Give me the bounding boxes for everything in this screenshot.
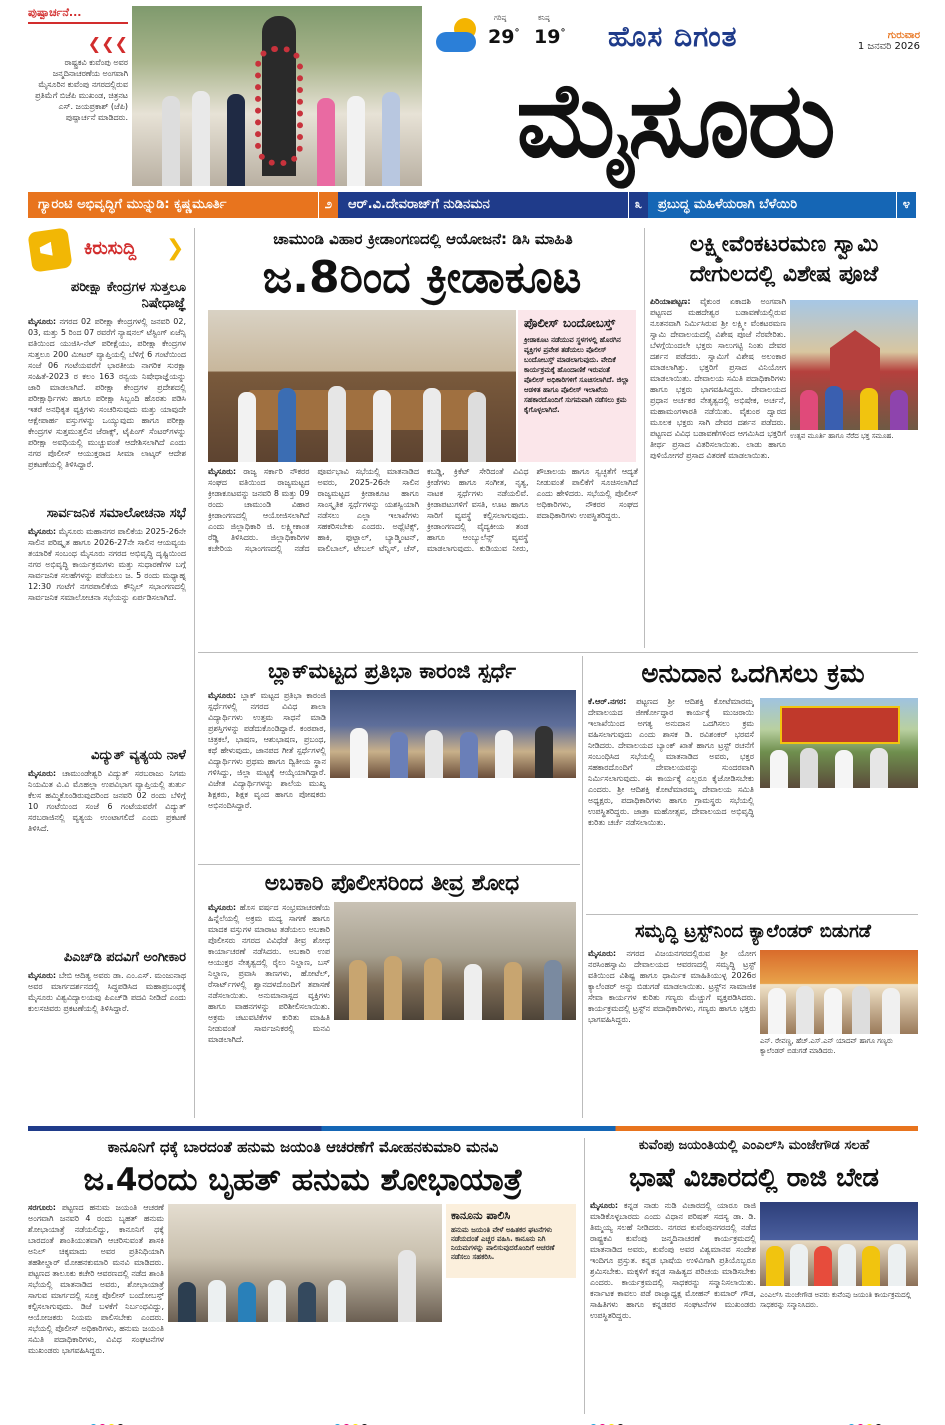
- grant-text-2: [760, 792, 918, 910]
- brief-3: [28, 748, 186, 948]
- brief-1-title: ಪರೀಕ್ಷಾ ಕೇಂದ್ರಗಳ ಸುತ್ತಲೂ ನಿಷೇಧಾಜ್ಞೆ: [70, 280, 186, 311]
- city-masthead: ಮೈಸೂರು: [516, 59, 834, 181]
- chevron-icon: ❮❮❮: [87, 34, 128, 53]
- hanuma-headline: ಜ.4ರಂದು ಬೃಹತ್ ಹನುಮ ಶೋಭಾಯಾತ್ರೆ: [83, 1162, 523, 1198]
- grant-photo: [760, 698, 918, 788]
- strip-item-3[interactable]: ಪ್ರಬುದ್ಧ ಮಹಿಳೆಯರಾಗಿ ಬೆಳೆಯಿರಿ ೪: [648, 192, 916, 218]
- brand-logo: ಹೊಸ ದಿಗಂತ: [608, 20, 738, 53]
- calendar-text: ಮೈಸೂರು: ನಗರದ ವಿಜಯನಗರದಲ್ಲಿರುವ ಶ್ರೀ ಯೋಗ ನರಸಿಂಹಸ್ವಾಮಿ ದೇವಾಲಯದ ಆವರಣದಲ್ಲಿ ಸಮೃದ್ಧಿ ಟ್ರಸ್ಟ್ ವತಿಯಿಂದ ವಿಶಿಷ್ಟ ಹಾಗೂ ಧಾರ್ಮಿಕ ಮಾಹಿತಿಯುಳ್ಳ 2026ರ ಕ್ಯಾಲೆಂಡರ್ ಅನ್ನು ಬಿಡುಗಡೆ ಮಾಡಲಾಯಿತು. ಟ್ರಸ್ಟ್‌ನ ಸಾಮಾಜಿಕ ಸೇವಾ ಕಾರ್ಯಗಳ ಕುರಿತು ಗಣ್ಯರು ಮೆಚ್ಚುಗೆ ವ್ಯಕ್ತಪಡಿಸಿದರು. ಕಾರ್ಯಕ್ರಮದಲ್ಲಿ ಟ್ರಸ್ಟ್‌ನ ಪದಾಧಿಕಾರಿಗಳು, ಗಣ್ಯರು ಹಾಗೂ ಭಕ್ತರು ಭಾಗವಹಿಸಿದ್ದರು.: [588, 949, 756, 1024]
- brief-2-text: ಮೈಸೂರು: ಮೈಸೂರು ಮಹಾನಗರ ಪಾಲಿಕೆಯ 2025-26ನೇ ಸಾಲಿನ ಪರಿಷ್ಕೃತ ಹಾಗೂ 2026-27ನೇ ಸಾಲಿನ ಆಯವ್ಯಯ ತಯಾರಿಕೆ ಸಂಬಂಧ ಮೈಸೂರು ನಗರದ ಅಭಿವೃದ್ಧಿ ದೃಷ್ಟಿಯಿಂದ ನಗರ ಅಭಿವೃದ್ಧಿ ಕಾರ್ಯಕ್ರಮಗಳು ಮತ್ತು ಸುಧಾರಣೆಗಳ ಬಗ್ಗೆ ಸಾರ್ವಜನಿಕ ಸಲಹೆಗಳನ್ನು ಪಡೆಯಲು ಜ. 5 ರಂದು ಮಧ್ಯಾಹ್ನ 12:30 ಗಂಟೆಗೆ ನಗರಪಾಲಿಕೆಯ ಕೌನ್ಸಿಲ್ ಸಭಾಂಗಣದಲ್ಲಿ ಸಾರ್ವಜನಿಕ ಸಮಾಲೋಚನಾ ಸಭೆಯನ್ನು ಏರ್ಪಡಿಸಲಾಗಿದೆ.: [28, 527, 186, 602]
- strip-item-2[interactable]: ಆರ್.ವಿ.ದೇವರಾಜ್‌ಗೆ ನುಡಿನಮನ ೩: [338, 192, 648, 218]
- section-divider: [28, 1126, 918, 1131]
- tribute-caption: [28, 6, 128, 186]
- strip-item-1[interactable]: ಗ್ಯಾರಂಟಿ ಅಭಿವೃದ್ಧಿಗೆ ಮುನ್ನುಡಿ: ಕೃಷ್ಣಮೂರ್ತಿ ೨: [28, 192, 338, 218]
- excise-text-2: [334, 1024, 576, 1118]
- excise-photo: [334, 902, 576, 1020]
- hanuma-text-3: [168, 1326, 442, 1414]
- brief-4: [28, 950, 186, 1118]
- excise-headline: ಅಬಕಾರಿ ಪೊಲೀಸರಿಂದ ತೀವ್ರ ಶೋಧ: [264, 871, 520, 896]
- police-box: [518, 310, 636, 462]
- main-meeting-photo: [208, 310, 516, 462]
- main-headline: ಜ.8ರಿಂದ ಕ್ರೀಡಾಕೂಟ: [262, 252, 582, 303]
- tribute-label: ಪುಷ್ಪಾರ್ಚನೆ...: [28, 6, 128, 24]
- grant-headline: ಅನುದಾನ ಒದಗಿಸಲು ಕ್ರಮ: [641, 659, 865, 689]
- language-text: ಮೈಸೂರು: ಕನ್ನಡ ನಾಡು ನುಡಿ ವಿಚಾರದಲ್ಲಿ ಯಾರೂ ರಾಜಿ ಮಾಡಿಕೊಳ್ಳಬಾರದು ಎಂದು ವಿಧಾನ ಪರಿಷತ್ ಸದಸ್ಯ ಡಾ. ಡಿ. ತಿಮ್ಮಯ್ಯ ಸಲಹೆ ನೀಡಿದರು. ನಗರದ ಕುವೆಂಪುನಗರದಲ್ಲಿ ನಡೆದ ರಾಷ್ಟ್ರಕವಿ ಕುವೆಂಪು ಜನ್ಮದಿನಾಚರಣೆ ಕಾರ್ಯಕ್ರಮದಲ್ಲಿ ಮಾತನಾಡಿದ ಅವರು, ಕುವೆಂಪು ಅವರ ವಿಶ್ವಮಾನವ ಸಂದೇಶ ಇಂದಿಗೂ ಪ್ರಸ್ತುತ. ಕನ್ನಡ ಭಾಷೆಯ ಉಳಿವಿಗಾಗಿ ಪ್ರತಿಯೊಬ್ಬರೂ ಶ್ರಮಿಸಬೇಕು. ಮಕ್ಕಳಿಗೆ ಕನ್ನಡ ಸಾಹಿತ್ಯದ ಪರಿಚಯ ಮಾಡಿಸಬೇಕು ಎಂದರು. ಕಾರ್ಯಕ್ರಮದಲ್ಲಿ ಸಾಧಕರನ್ನು ಸನ್ಮಾನಿಸಲಾಯಿತು. ಕರ್ನಾಟಕ ಕಾವಲು ಪಡೆ ರಾಜ್ಯಾಧ್ಯಕ್ಷ ಮೋಹನ್ ಕುಮಾರ್ ಗೌಡ, ಸಾಹಿತಿಗಳು ಹಾಗೂ ಕನ್ನಡಪರ ಸಂಘಟನೆಗಳ ಮುಖಂಡರು ಉಪಸ್ಥಿತರಿದ್ದರು.: [590, 1201, 756, 1320]
- registration-marks-mid: [334, 1416, 384, 1425]
- temple-text-2: [790, 446, 918, 646]
- hanuma-text: ಸರಗೂರು: ಪಟ್ಟಣದ ಹನುಮ ಜಯಂತಿ ಆಚರಣೆ ಅಂಗವಾಗಿ ಜನವರಿ 4 ರಂದು ಬೃಹತ್ ಹನುಮ ಶೋಭಾಯಾತ್ರೆ ನಡೆಯಲಿದ್ದು, ಕಾನೂನಿಗೆ ಧಕ್ಕೆ ಬಾರದಂತೆ ಶಾಂತಿಯುತವಾಗಿ ಆಚರಿಸುವಂತೆ ಶಾಸಕಿ ಅನಿಲ್ ಚಿಕ್ಕಮಾದು ಅವರ ಪ್ರತಿನಿಧಿಯಾಗಿ ತಹಶೀಲ್ದಾರ್ ಮೋಹನಕುಮಾರಿ ಮನವಿ ಮಾಡಿದರು. ಪಟ್ಟಣದ ತಾಲೂಕು ಕಚೇರಿ ಆವರಣದಲ್ಲಿ ನಡೆದ ಶಾಂತಿ ಸಭೆಯಲ್ಲಿ ಮಾತನಾಡಿದ ಅವರು, ಶೋಭಾಯಾತ್ರೆ ಸಾಗುವ ಮಾರ್ಗದಲ್ಲಿ ಸೂಕ್ತ ಪೊಲೀಸ್ ಬಂದೋಬಸ್ತ್ ಕಲ್ಪಿಸಲಾಗುವುದು. ಡಿಜೆ ಬಳಕೆಗೆ ನಿರ್ಬಂಧವಿದ್ದು, ಆಯೋಜಕರು ನಿಯಮ ಪಾಲಿಸಬೇಕು ಎಂದರು. ಸಭೆಯಲ್ಲಿ ಪೊಲೀಸ್ ಅಧಿಕಾರಿಗಳು, ಹನುಮ ಜಯಂತಿ ಸಮಿತಿ ಪದಾಧಿಕಾರಿಗಳು, ವಿವಿಧ ಸಂಘಟನೆಗಳ ಮುಖಂಡರು ಭಾಗವಹಿಸಿದ್ದರು.: [28, 1203, 164, 1355]
- registration-marks-left: [90, 1416, 140, 1425]
- language-text-2: [760, 1314, 918, 1414]
- megaphone-icon: [28, 228, 73, 273]
- talent-headline: ಬ್ಲಾಕ್‌ಮಟ್ಟದ ಪ್ರತಿಭಾ ಕಾರಂಜಿ ಸ್ಪರ್ಧೆ: [268, 659, 516, 683]
- law-box: [446, 1204, 576, 1278]
- talent-text: ಮೈಸೂರು: ಬ್ಲಾಕ್ ಮಟ್ಟದ ಪ್ರತಿಭಾ ಕಾರಂಜಿ ಸ್ಪರ್ಧೆಗಳಲ್ಲಿ ನಗರದ ವಿವಿಧ ಶಾಲಾ ವಿದ್ಯಾರ್ಥಿಗಳು ಉತ್ತಮ ಸಾಧನೆ ಮಾಡಿ ಪ್ರಶಸ್ತಿಗಳನ್ನು ಪಡೆದುಕೊಂಡಿದ್ದಾರೆ. ಕಂಠಪಾಠ, ಚಿತ್ರಕಲೆ, ಭಾಷಣ, ಆಶುಭಾಷಣ, ಪ್ರಬಂಧ, ಕಥೆ ಹೇಳುವುದು, ಜಾನಪದ ಗೀತೆ ಸ್ಪರ್ಧೆಗಳಲ್ಲಿ ವಿದ್ಯಾರ್ಥಿಗಳು ಪ್ರಥಮ ಹಾಗೂ ದ್ವಿತೀಯ ಸ್ಥಾನ ಗಳಿಸಿದ್ದು, ಜಿಲ್ಲಾ ಮಟ್ಟಕ್ಕೆ ಆಯ್ಕೆಯಾಗಿದ್ದಾರೆ. ವಿಜೇತ ವಿದ್ಯಾರ್ಥಿಗಳನ್ನು ಶಾಲೆಯ ಮುಖ್ಯ ಶಿಕ್ಷಕರು, ಶಿಕ್ಷಕ ವೃಂದ ಹಾಗೂ ಪೋಷಕರು ಅಭಿನಂದಿಸಿದ್ದಾರೆ.: [208, 691, 326, 810]
- issue-day: ಗುರುವಾರ: [887, 30, 920, 41]
- temple-text: ಪಿರಿಯಾಪಟ್ಟಣ: ವೈಕುಂಠ ಏಕಾದಶಿ ಅಂಗವಾಗಿ ಪಟ್ಟಣದ ಮಹದೇಶ್ವರ ಬಡಾವಣೆಯಲ್ಲಿರುವ ನೂತನವಾಗಿ ನಿರ್ಮಿಸಿರುವ ಶ್ರೀ ಲಕ್ಷ್ಮೀ ವೆಂಕಟರಮಣ ಸ್ವಾಮಿ ದೇವಾಲಯದಲ್ಲಿ ವಿಶೇಷ ಪೂಜೆ ನೆರವೇರಿತು. ಬೆಳಗ್ಗೆಯಿಂದಲೇ ಭಕ್ತರು ಸಾಲುಗಟ್ಟಿ ನಿಂತು ದೇವರ ದರ್ಶನ ಪಡೆದರು. ಸ್ವಾಮಿಗೆ ವಿಶೇಷ ಅಲಂಕಾರ ಮಾಡಲಾಗಿತ್ತು. ಭಕ್ತರಿಗೆ ಪ್ರಸಾದ ವಿನಿಯೋಗ ಮಾಡಲಾಯಿತು. ದೇವಾಲಯ ಸಮಿತಿ ಪದಾಧಿಕಾರಿಗಳು ಹಾಗೂ ಭಕ್ತರು ಭಾಗವಹಿಸಿದ್ದರು. ದೇವಾಲಯದ ಪ್ರಧಾನ ಅರ್ಚಕರ ನೇತೃತ್ವದಲ್ಲಿ ಅಭಿಷೇಕ, ಅರ್ಚನೆ, ಮಹಾಮಂಗಳಾರತಿ ನಡೆಯಿತು. ವೈಕುಂಠ ದ್ವಾರದ ಮೂಲಕ ಭಕ್ತರು ಸಾಗಿ ದೇವರ ದರ್ಶನ ಪಡೆದರು. ಪಟ್ಟಣದ ವಿವಿಧ ಬಡಾವಣೆಗಳಿಂದ ಆಗಮಿಸಿದ ಭಕ್ತರಿಗೆ ತೀರ್ಥ ಪ್ರಸಾದ ವಿತರಿಸಲಾಯಿತು. ಲಾಡು ಹಾಗೂ ಪುಳಿಯೋಗರೆ ಪ್ರಸಾದ ವಿತರಣೆ ಮಾಡಲಾಯಿತು.: [650, 297, 786, 460]
- grant-text: ಕೆ.ಆರ್.ನಗರ: ಪಟ್ಟಣದ ಶ್ರೀ ಆದಿಶಕ್ತಿ ಕೋಟೆಮಾರಮ್ಮ ದೇವಾಲಯದ ಜೀರ್ಣೋದ್ಧಾರ ಕಾರ್ಯಕ್ಕೆ ಮುಜರಾಯಿ ಇಲಾಖೆಯಿಂದ ಅಗತ್ಯ ಅನುದಾನ ಒದಗಿಸಲು ಕ್ರಮ ವಹಿಸಲಾಗುವುದು ಎಂದು ಶಾಸಕ ಡಿ. ರವಿಶಂಕರ್ ಭರವಸೆ ನೀಡಿದರು. ದೇವಾಲಯದ ಬ್ಯಾಂಕ್ ಖಾತೆ ಹಾಗೂ ಟ್ರಸ್ಟ್ ರಚನೆಗೆ ಸಂಬಂಧಿಸಿದ ಸಭೆಯಲ್ಲಿ ಮಾತನಾಡಿದ ಅವರು, ಭಕ್ತರ ಸಹಕಾರದೊಂದಿಗೆ ದೇವಾಲಯವನ್ನು ಸುಂದರವಾಗಿ ನಿರ್ಮಿಸಲಾಗುವುದು. ಈ ಕಾರ್ಯಕ್ಕೆ ಎಲ್ಲರೂ ಕೈಜೋಡಿಸಬೇಕು ಎಂದರು. ಶ್ರೀ ಆದಿಶಕ್ತಿ ಕೋಟೆಮಾರಮ್ಮ ದೇವಾಲಯ ಸಮಿತಿ ಅಧ್ಯಕ್ಷರು, ಪದಾಧಿಕಾರಿಗಳು ಹಾಗೂ ಗ್ರಾಮಸ್ಥರು ಸಭೆಯಲ್ಲಿ ಉಪಸ್ಥಿತರಿದ್ದರು. ಜಾತ್ರಾ ಮಹೋತ್ಸವ, ದೇವಾಲಯದ ಅಭಿವೃದ್ಧಿ ಕುರಿತು ಚರ್ಚೆ ನಡೆಸಲಾಯಿತು.: [588, 697, 754, 827]
- main-story-text: ಮೈಸೂರು: ರಾಜ್ಯ ಸರ್ಕಾರಿ ನೌಕರರ ಸಂಘದ ವತಿಯಿಂದ ರಾಜ್ಯಮಟ್ಟದ ಕ್ರೀಡಾಕೂಟವನ್ನು ಜನವರಿ 8 ಮತ್ತು 09 ರಂದು ಚಾಮುಂಡಿ ವಿಹಾರ ಕ್ರೀಡಾಂಗಣದಲ್ಲಿ ಆಯೋಜಿಸಲಾಗಿದೆ ಎಂದು ಜಿಲ್ಲಾಧಿಕಾರಿ ಜಿ. ಲಕ್ಷ್ಮೀಕಾಂತ ರೆಡ್ಡಿ ತಿಳಿಸಿದರು. ಜಿಲ್ಲಾಧಿಕಾರಿಗಳ ಕಚೇರಿಯ ಸಭಾಂಗಣದಲ್ಲಿ ನಡೆದ ಪೂರ್ವಭಾವಿ ಸಭೆಯಲ್ಲಿ ಮಾತನಾಡಿದ ಅವರು, 2025-26ನೇ ಸಾಲಿನ ರಾಜ್ಯಮಟ್ಟದ ಕ್ರೀಡಾಕೂಟ ಹಾಗೂ ಸಾಂಸ್ಕೃತಿಕ ಸ್ಪರ್ಧೆಗಳನ್ನು ಯಶಸ್ವಿಯಾಗಿ ನಡೆಸಲು ಎಲ್ಲಾ ಇಲಾಖೆಗಳು ಸಹಕರಿಸಬೇಕು ಎಂದರು. ಅಥ್ಲೆಟಿಕ್ಸ್, ಹಾಕಿ, ಫುಟ್ಬಾಲ್, ಬ್ಯಾಡ್ಮಿಂಟನ್, ವಾಲಿಬಾಲ್, ಟೇಬಲ್ ಟೆನ್ನಿಸ್, ಚೆಸ್, ಕಬಡ್ಡಿ, ಕ್ರಿಕೆಟ್ ಸೇರಿದಂತೆ ವಿವಿಧ ಕ್ರೀಡೆಗಳು ಹಾಗೂ ಸಂಗೀತ, ನೃತ್ಯ, ನಾಟಕ ಸ್ಪರ್ಧೆಗಳು ನಡೆಯಲಿವೆ. ಕ್ರೀಡಾಪಟುಗಳಿಗೆ ವಸತಿ, ಊಟ ಹಾಗೂ ಸಾರಿಗೆ ವ್ಯವಸ್ಥೆ ಕಲ್ಪಿಸಲಾಗುವುದು. ಕ್ರೀಡಾಂಗಣದಲ್ಲಿ ವೈದ್ಯಕೀಯ ತಂಡ ಹಾಗೂ ಆಂಬ್ಯುಲೆನ್ಸ್ ವ್ಯವಸ್ಥೆ ಮಾಡಲಾಗುವುದು. ಕುಡಿಯುವ ನೀರು, ಶೌಚಾಲಯ ಹಾಗೂ ಸ್ವಚ್ಛತೆಗೆ ಆದ್ಯತೆ ನೀಡುವಂತೆ ಪಾಲಿಕೆಗೆ ಸೂಚಿಸಲಾಗಿದೆ ಎಂದು ಹೇಳಿದರು. ಸಭೆಯಲ್ಲಿ ಪೊಲೀಸ್ ಅಧಿಕಾರಿಗಳು, ನೌಕರರ ಸಂಘದ ಪದಾಧಿಕಾರಿಗಳು ಉಪಸ್ಥಿತರಿದ್ದರು.: [208, 467, 638, 553]
- tribute-photo: [132, 6, 422, 186]
- brief-3-title: ವಿದ್ಯುತ್ ವ್ಯತ್ಯಯ ನಾಳೆ: [90, 748, 186, 763]
- brief-2: [28, 506, 186, 746]
- language-headline: ಭಾಷೆ ವಿಚಾರದಲ್ಲಿ ರಾಜಿ ಬೇಡ: [629, 1163, 879, 1193]
- tribute-text: ರಾಷ್ಟ್ರಕವಿ ಕುವೆಂಪು ಅವರ ಜನ್ಮದಿನಾಚರಣೆಯ ಅಂಗವಾಗಿ ಮೈಸೂರಿನ ಕುವೆಂಪು ನಗರದಲ್ಲಿರುವ ಪ್ರತಿಮೆಗೆ ಬಿಜೆಪಿ ಮುಖಂಡ, ಚಿತ್ರನಟ ಎಸ್. ಜಯಪ್ರಕಾಶ್ (ಜೆಪಿ) ಪುಷ್ಪಾರ್ಚನೆ ಮಾಡಿದರು.: [35, 58, 128, 122]
- brief-1-text: ಮೈಸೂರು: ನಗರದ 02 ಪರೀಕ್ಷಾ ಕೇಂದ್ರಗಳಲ್ಲಿ ಜನವರಿ 02, 03, ಮತ್ತು 5 ರಿಂದ 07 ರವರೆಗೆ ನ್ಯಾಷನಲ್ ಟೆಸ್ಟಿಂಗ್ ಏಜೆನ್ಸಿ ವತಿಯಿಂದ ಯುಜಿಸಿ-ನೆಟ್ ಪರೀಕ್ಷೆಯು, ಪರೀಕ್ಷಾ ಕೇಂದ್ರಗಳ ಸುತ್ತಲೂ 200 ಮೀಟರ್ ವ್ಯಾಪ್ತಿಯಲ್ಲಿ ಬೆಳಿಗ್ಗೆ 6 ಗಂಟೆಯಿಂದ ಸಂಜೆ 06 ಗಂಟೆಯವರೆಗೆ ಭಾರತೀಯ ನಾಗರಿಕ ಸುರಕ್ಷಾ ಸಂಹಿತೆ-2023 ರ ಕಲಂ 163 ರನ್ವಯ ನಿಷೇಧಾಜ್ಞೆಯನ್ನು ಜಾರಿ ಮಾಡಲಾಗಿದೆ. ಪರೀಕ್ಷಾ ಕೇಂದ್ರಗಳ ಪ್ರದೇಶದಲ್ಲಿ ಪರೀಕ್ಷಾರ್ಥಿಗಳು ಹಾಗೂ ಪರೀಕ್ಷಾ ಸಿಬ್ಬಂದಿ ಹೊರತು ಪಡಿಸಿ ಇತರೆ ಅನಧಿಕೃತ ವ್ಯಕ್ತಿಗಳು ಸಂಚರಿಸುವುದು ಮತ್ತು ಯಾವುದೇ ಆಕ್ಷೇಪಾರ್ಹ ವಸ್ತುಗಳನ್ನು ಒಯ್ಯುವುದು ಹಾಗೂ ಪರೀಕ್ಷಾ ಕೇಂದ್ರಗಳ ಸುತ್ತಮುತ್ತಲಿನ ಜೆರಾಕ್ಸ್, ಟೈಪಿಂಗ್ ಸೆಂಟರ್‌ಗಳನ್ನು ಪರೀಕ್ಷಾ ಅವಧಿಯಲ್ಲಿ ಮುಚ್ಚುವಂತೆ ಆದೇಶಿಸಲಾಗಿದೆ ಎಂದು ನಗರ ಪೊಲೀಸ್ ಆಯುಕ್ತರಾದ ಸೀಮಾ ಲಾಟ್ಕರ್ ಆದೇಶ ಪ್ರಕಟಣೆಯಲ್ಲಿ ತಿಳಿಸಿದ್ದಾರೆ.: [28, 317, 186, 469]
- law-box-title: ಕಾನೂನು ಪಾಲಿಸಿ: [451, 1209, 511, 1222]
- registration-marks-mid2: [590, 1416, 640, 1425]
- brief-4-text: ಮೈಸೂರು: ಬೇಬಿ ಆದಿತ್ಯ ಅವರು ಡಾ. ಎಂ.ಎಸ್. ಮಂಜುನಾಥ ಅವರ ಮಾರ್ಗದರ್ಶನದಲ್ಲಿ ಸಿದ್ಧಪಡಿಸಿದ ಮಹಾಪ್ರಬಂಧಕ್ಕೆ ಮೈಸೂರು ವಿಶ್ವವಿದ್ಯಾಲಯವು ಪಿಎಚ್‌ಡಿ ಪದವಿ ನೀಡಿದೆ ಎಂದು ಕುಲಸಚಿವರು ಪ್ರಕಟಣೆಯಲ್ಲಿ ತಿಳಿಸಿದ್ದಾರೆ.: [28, 971, 186, 1013]
- calendar-photo: [760, 950, 918, 1034]
- language-caption: ಎಂಎಲ್‌ಸಿ ಮಂಜೇಗೌಡ ಅವರು ಕುವೆಂಪು ಜಯಂತಿ ಕಾರ್ಯಕ್ರಮದಲ್ಲಿ ಸಾಧಕರನ್ನು ಸನ್ಮಾನಿಸಿದರು.: [760, 1291, 911, 1309]
- hanuma-text-2: [446, 1282, 576, 1414]
- talent-text-2: [332, 782, 576, 860]
- brief-4-title: ಪಿಎಚ್‌ಡಿ ಪದವಿಗೆ ಅಂಗೀಕಾರ: [63, 950, 186, 965]
- talent-photo: [330, 690, 576, 778]
- min-temp-label: ಕನಿಷ್ಠ: [538, 14, 550, 22]
- brief-1: [28, 280, 186, 502]
- min-temp: 19°: [534, 26, 566, 48]
- cloud-sun-icon: [434, 18, 482, 54]
- issue-date-text: 1 ಜನವರಿ 2026: [857, 41, 920, 52]
- index-strip: [28, 192, 916, 218]
- police-box-title: ಪೊಲೀಸ್ ಬಂದೋಬಸ್ತ್: [524, 316, 616, 330]
- max-temp-label: ಗರಿಷ್ಠ: [494, 14, 507, 22]
- language-kicker: ಕುವೆಂಪು ಜಯಂತಿಯಲ್ಲಿ ಎಂಎಲ್‌ಸಿ ಮಂಜೇಗೌಡ ಸಲಹೆ: [638, 1138, 870, 1153]
- kirusuddi-banner: ಕಿರುಸುದ್ದಿ ❯: [28, 228, 186, 276]
- max-temp: 29°: [488, 26, 520, 48]
- registration-marks-right: [848, 1416, 898, 1425]
- police-box-text: ಕ್ರೀಡಾಕೂಟ ನಡೆಯುವ ಸ್ಥಳಗಳಲ್ಲಿ ಹೊರಗಿನ ವ್ಯಕ್ತಿಗಳ ಪ್ರವೇಶ ತಡೆಯಲು ಪೊಲೀಸ್ ಬಂದೋಬಸ್ತ್ ಮಾಡಲಾಗುವುದು. ವೇದಿಕೆ ಕಾರ್ಯಕ್ರಮಕ್ಕೆ ಹೊಂದಾಣಿಕೆ ಇರುವಂತೆ ಪೊಲೀಸ್ ಅಧಿಕಾರಿಗಳಿಗೆ ಸೂಚಿಸಲಾಗಿದೆ. ಜಿಲ್ಲಾ ಆಡಳಿತ ಹಾಗೂ ಪೊಲೀಸ್ ಇಲಾಖೆಯ ಸಹಕಾರದೊಂದಿಗೆ ಸುಗಮವಾಗಿ ನಡೆಸಲು ಕ್ರಮ ಕೈಗೊಳ್ಳಲಾಗಿದೆ.: [524, 336, 630, 414]
- calendar-text-2: [760, 1060, 918, 1118]
- calendar-headline: ಸಮೃದ್ಧಿ ಟ್ರಸ್ಟ್‌ನಿಂದ ಕ್ಯಾಲೆಂಡರ್ ಬಿಡುಗಡೆ: [635, 921, 871, 942]
- kirusuddi-label: ಕಿರುಸುದ್ದಿ: [84, 238, 137, 259]
- law-box-text: ಹನುಮ ಜಯಂತಿ ವೇಳೆ ಅಹಿತಕರ ಘಟನೆಗಳು ನಡೆಯದಂತೆ ಎಚ್ಚರ ವಹಿಸಿ. ಕಾನೂನು ನಿಗಿ ನಿಯಮಗಳನ್ನು ಪಾಲಿಸುವುದರೊಂದಿಗೆ ಆಚರಣೆ ನಡೆಸಲು ಸಹಕರಿಸಿ.: [451, 1226, 555, 1261]
- main-kicker: ಚಾಮುಂಡಿ ವಿಹಾರ ಕ್ರೀಡಾಂಗಣದಲ್ಲಿ ಆಯೋಜನೆ: ಡಿಸಿ ಮಾಹಿತಿ: [273, 230, 573, 248]
- excise-text: ಮೈಸೂರು: ಹೊಸ ವರ್ಷದ ಸಂಭ್ರಮಾಚರಣೆಯ ಹಿನ್ನೆಲೆಯಲ್ಲಿ ಅಕ್ರಮ ಮದ್ಯ ಸಾಗಣೆ ಹಾಗೂ ಮಾದಕ ವಸ್ತುಗಳ ಮಾರಾಟ ತಡೆಯಲು ಅಬಕಾರಿ ಪೊಲೀಸರು ನಗರದ ವಿವಿಧೆಡೆ ತೀವ್ರ ಶೋಧ ಕಾರ್ಯಾಚರಣೆ ನಡೆಸಿದರು. ಅಬಕಾರಿ ಉಪ ಆಯುಕ್ತರ ನೇತೃತ್ವದಲ್ಲಿ ರೈಲು ನಿಲ್ದಾಣ, ಬಸ್ ನಿಲ್ದಾಣ, ಪ್ರವಾಸಿ ತಾಣಗಳು, ಹೋಟೆಲ್, ರೆಸಾರ್ಟ್‌ಗಳಲ್ಲಿ ಶ್ವಾನದಳದೊಂದಿಗೆ ತಪಾಸಣೆ ನಡೆಸಲಾಯಿತು. ಅನುಮಾನಾಸ್ಪದ ವ್ಯಕ್ತಿಗಳು ಹಾಗೂ ವಾಹನಗಳನ್ನು ಪರಿಶೀಲಿಸಲಾಯಿತು. ಅಕ್ರಮ ಚಟುವಟಿಕೆಗಳ ಕುರಿತು ಮಾಹಿತಿ ನೀಡುವಂತೆ ಸಾರ್ವಜನಿಕರಲ್ಲಿ ಮನವಿ ಮಾಡಲಾಗಿದೆ.: [208, 903, 330, 1044]
- brief-2-title: ಸಾರ್ವಜನಿಕ ಸಮಾಲೋಚನಾ ಸಭೆ: [46, 506, 186, 521]
- temple-photo: [790, 300, 918, 430]
- temple-caption: ಉತ್ಸವ ಮೂರ್ತಿ ಹಾಗೂ ನೆರೆದ ಭಕ್ತ ಸಮೂಹ.: [790, 432, 894, 440]
- hanuma-kicker: ಕಾನೂನಿಗೆ ಧಕ್ಕೆ ಬಾರದಂತೆ ಹನುಮ ಜಯಂತಿ ಆಚರಣೆಗೆ ಮೋಹನಕುಮಾರಿ ಮನವಿ: [107, 1138, 499, 1156]
- hanuma-photo: [168, 1204, 442, 1322]
- temple-headline: ಲಕ್ಷ್ಮೀವೆಂಕಟರಮಣ ಸ್ವಾಮಿ ದೇಗುಲದಲ್ಲಿ ವಿಶೇಷ ಪೂಜೆ: [689, 232, 879, 287]
- language-photo: [760, 1202, 918, 1286]
- brief-3-text: ಮೈಸೂರು: ಚಾಮುಂಡೇಶ್ವರಿ ವಿದ್ಯುತ್ ಸರಬರಾಜು ನಿಗಮ ನಿಯಮಿತ ವಿ.ವಿ ಮೊಹಲ್ಲಾ ಉಪವಿಭಾಗ ವ್ಯಾಪ್ತಿಯಲ್ಲಿ ತುರ್ತು ಕೆಲಸ ಹಮ್ಮಿಕೊಂಡಿರುವುದರಿಂದ ಜನವರಿ 02 ರಂದು ಬೆಳಿಗ್ಗೆ 10 ಗಂಟೆಯಿಂದ ಸಂಜೆ 6 ಗಂಟೆಯವರೆಗೆ ವಿದ್ಯುತ್ ಸರಬರಾಜಿನಲ್ಲಿ ವ್ಯತ್ಯಯ ಉಂಟಾಗಲಿದೆ ಎಂದು ಪ್ರಕಟಣೆ ತಿಳಿಸಿದೆ.: [28, 769, 186, 833]
- calendar-caption: ಎನ್. ರೇವಣ್ಣ, ಹೆಚ್.ಎಸ್.ಎನ್ ಯಾದವ್ ಹಾಗೂ ಗಣ್ಯರು ಕ್ಯಾಲೆಂಡರ್ ಬಿಡುಗಡೆ ಮಾಡಿದರು.: [760, 1037, 893, 1055]
